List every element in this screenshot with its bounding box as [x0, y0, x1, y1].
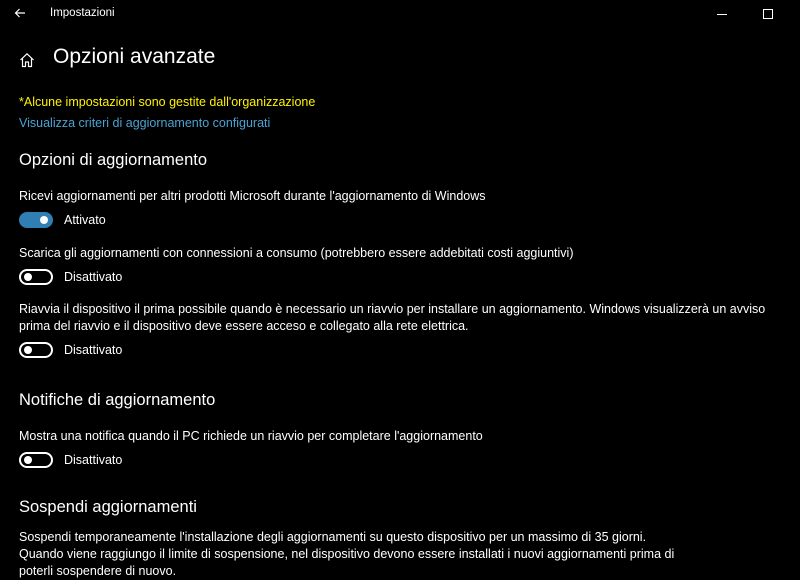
section-heading-update-options: Opzioni di aggiornamento [19, 151, 208, 169]
home-button[interactable] [16, 49, 38, 71]
back-arrow-icon [14, 7, 26, 19]
app-title: Impostazioni [50, 7, 115, 19]
setting-description-other-products: Ricevi aggiornamenti per altri prodotti Microsoft durante l'aggiornamento di Windows [19, 189, 486, 203]
toggle-restart-notification[interactable] [19, 452, 53, 468]
pause-description-line-1: Sospendi temporaneamente l'installazione degli aggiornamenti su questo dispositivo per un massimo di 35 giorni. [19, 530, 647, 544]
toggle-state-label: Disattivato [64, 270, 123, 284]
section-heading-update-notifications: Notifiche di aggiornamento [19, 391, 216, 409]
section-heading-pause-updates: Sospendi aggiornamenti [19, 498, 197, 516]
toggle-row-other-products [19, 211, 106, 229]
toggle-state-label: Disattivato [64, 343, 123, 357]
toggle-knob [24, 456, 32, 464]
minimize-button[interactable] [699, 0, 745, 28]
toggle-state-label: Attivato [64, 213, 106, 227]
page-title: Opzioni avanzate [53, 45, 216, 68]
toggle-state-label: Disattivato [64, 453, 123, 467]
setting-description-restart-notification: Mostra una notifica quando il PC richiede un riavvio per completare l'aggiornamento [19, 429, 483, 443]
minimize-icon [717, 9, 727, 19]
pause-description-line-2: Quando viene raggiungo il limite di sospensione, nel dispositivo devono essere installati i nuovi aggiornamenti prima di [19, 547, 675, 561]
title-bar [0, 0, 800, 28]
toggle-knob [40, 216, 48, 224]
back-button[interactable] [8, 2, 32, 24]
view-policies-link[interactable]: Visualizza criteri di aggiornamento configurati [19, 116, 271, 130]
maximize-button[interactable] [745, 0, 791, 28]
toggle-row-restart-asap [19, 341, 122, 359]
toggle-metered-connections[interactable] [19, 269, 53, 285]
org-managed-notice: *Alcune impostazioni sono gestite dall'organizzazione [19, 95, 316, 109]
toggle-knob [24, 273, 32, 281]
toggle-knob [24, 346, 32, 354]
toggle-row-restart-notification [19, 451, 122, 469]
home-icon [19, 52, 35, 68]
toggle-row-metered-connections [19, 268, 122, 286]
setting-description-restart-asap: Riavvia il dispositivo il prima possibile quando è necessario un riavvio per installare un aggiornamento. Windows visualizzerà un avviso prima del riavvio e il dispositivo deve essere acceso e collegato alla rete elettrica. [19, 302, 766, 333]
toggle-restart-asap[interactable] [19, 342, 53, 358]
pause-description-line-3: poterli sospendere di nuovo. [19, 564, 177, 578]
toggle-other-products[interactable] [19, 212, 53, 228]
maximize-icon [763, 9, 773, 19]
setting-description-metered-connections: Scarica gli aggiornamenti con connessioni a consumo (potrebbero essere addebitati costi aggiuntivi) [19, 246, 574, 260]
